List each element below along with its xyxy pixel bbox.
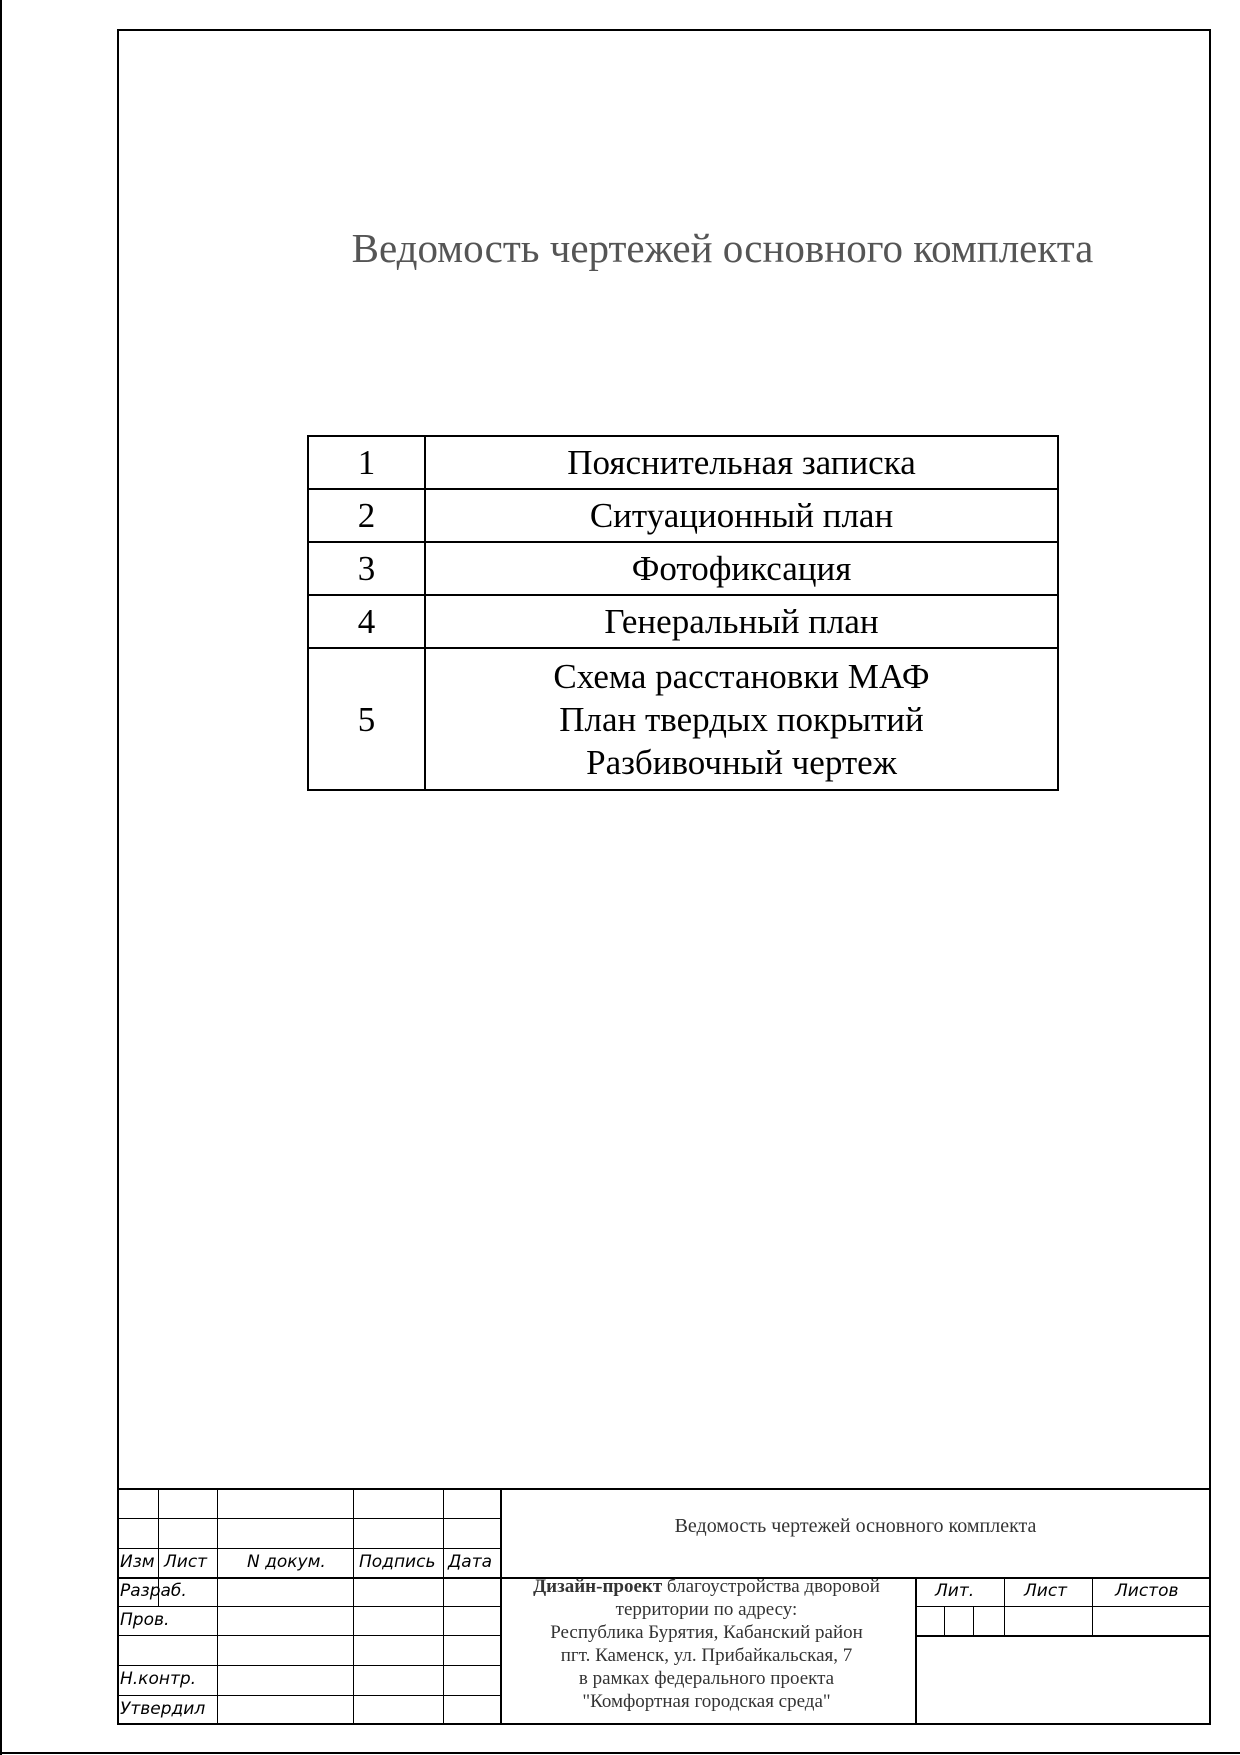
role-checked: Пров.: [120, 1610, 170, 1630]
header-signature: Подпись: [359, 1552, 436, 1572]
project-line-rest: благоустройства дворовой: [662, 1576, 880, 1597]
page-title: Ведомость чертежей основного комплекта: [351, 225, 1094, 271]
header-izm: Изм: [120, 1552, 155, 1572]
drawing-name: Схема расстановки МАФ: [553, 656, 930, 696]
header-doc-no: N докум.: [247, 1552, 326, 1572]
project-line: "Комфортная городская среда": [582, 1691, 831, 1712]
stamp-top-line: [117, 1488, 1211, 1490]
drawing-name: План твердых покрытий: [559, 699, 924, 739]
table-row: [308, 542, 1058, 595]
row-number: 2: [308, 489, 425, 542]
project-line: Республика Бурятия, Кабанский район: [550, 1622, 863, 1643]
stamp-grid-line: [353, 1488, 354, 1725]
header-list: Лист: [164, 1552, 208, 1572]
stamp-grid-line: [443, 1488, 444, 1725]
table-row: [308, 436, 1058, 489]
drawing-name: Разбивочный чертеж: [586, 742, 897, 782]
project-description: [500, 1575, 913, 1713]
stamp-grid-line: [915, 1606, 1211, 1607]
table-row: [308, 595, 1058, 648]
stamp-grid-line: [217, 1488, 218, 1725]
stamp-grid-line: [944, 1606, 945, 1635]
drawing-name-group: [425, 648, 1058, 790]
project-line: [500, 1575, 913, 1598]
stamp-grid-line: [973, 1606, 974, 1635]
drawing-name: Фотофиксация: [425, 542, 1058, 595]
stamp-grid-line: [1004, 1577, 1005, 1635]
row-number: 3: [308, 542, 425, 595]
drawing-name: Пояснительная записка: [425, 436, 1058, 489]
project-type: Дизайн-проект: [533, 1576, 663, 1597]
table-row: [308, 489, 1058, 542]
table-row: [308, 648, 1058, 790]
role-developed: Разраб.: [120, 1581, 187, 1601]
drawing-name: Ситуационный план: [425, 489, 1058, 542]
label-lit: Лит.: [935, 1581, 975, 1601]
drawing-frame: [117, 29, 1211, 1725]
row-number: 5: [308, 648, 425, 790]
project-line: в рамках федерального проекта: [578, 1668, 835, 1689]
title-block: [117, 1488, 1211, 1725]
drawings-table: [307, 435, 1059, 791]
label-sheets: Листов: [1115, 1581, 1179, 1601]
row-number: 4: [308, 595, 425, 648]
label-sheet: Лист: [1024, 1581, 1068, 1601]
project-line: пгт. Каменск, ул. Прибайкальская, 7: [560, 1645, 853, 1666]
stamp-sheet-title: Ведомость чертежей основного комплекта: [674, 1515, 1037, 1537]
header-date: Дата: [448, 1552, 493, 1572]
role-norm-control: Н.контр.: [120, 1669, 197, 1689]
row-number: 1: [308, 436, 425, 489]
project-line: территории по адресу:: [615, 1599, 798, 1620]
role-approved: Утвердил: [120, 1699, 206, 1719]
stamp-grid-line: [1092, 1577, 1093, 1635]
stamp-grid-line: [915, 1577, 917, 1725]
sheet-bottom-edge: [0, 1752, 1240, 1754]
stamp-grid-line: [915, 1635, 1211, 1637]
drawing-name: Генеральный план: [425, 595, 1058, 648]
